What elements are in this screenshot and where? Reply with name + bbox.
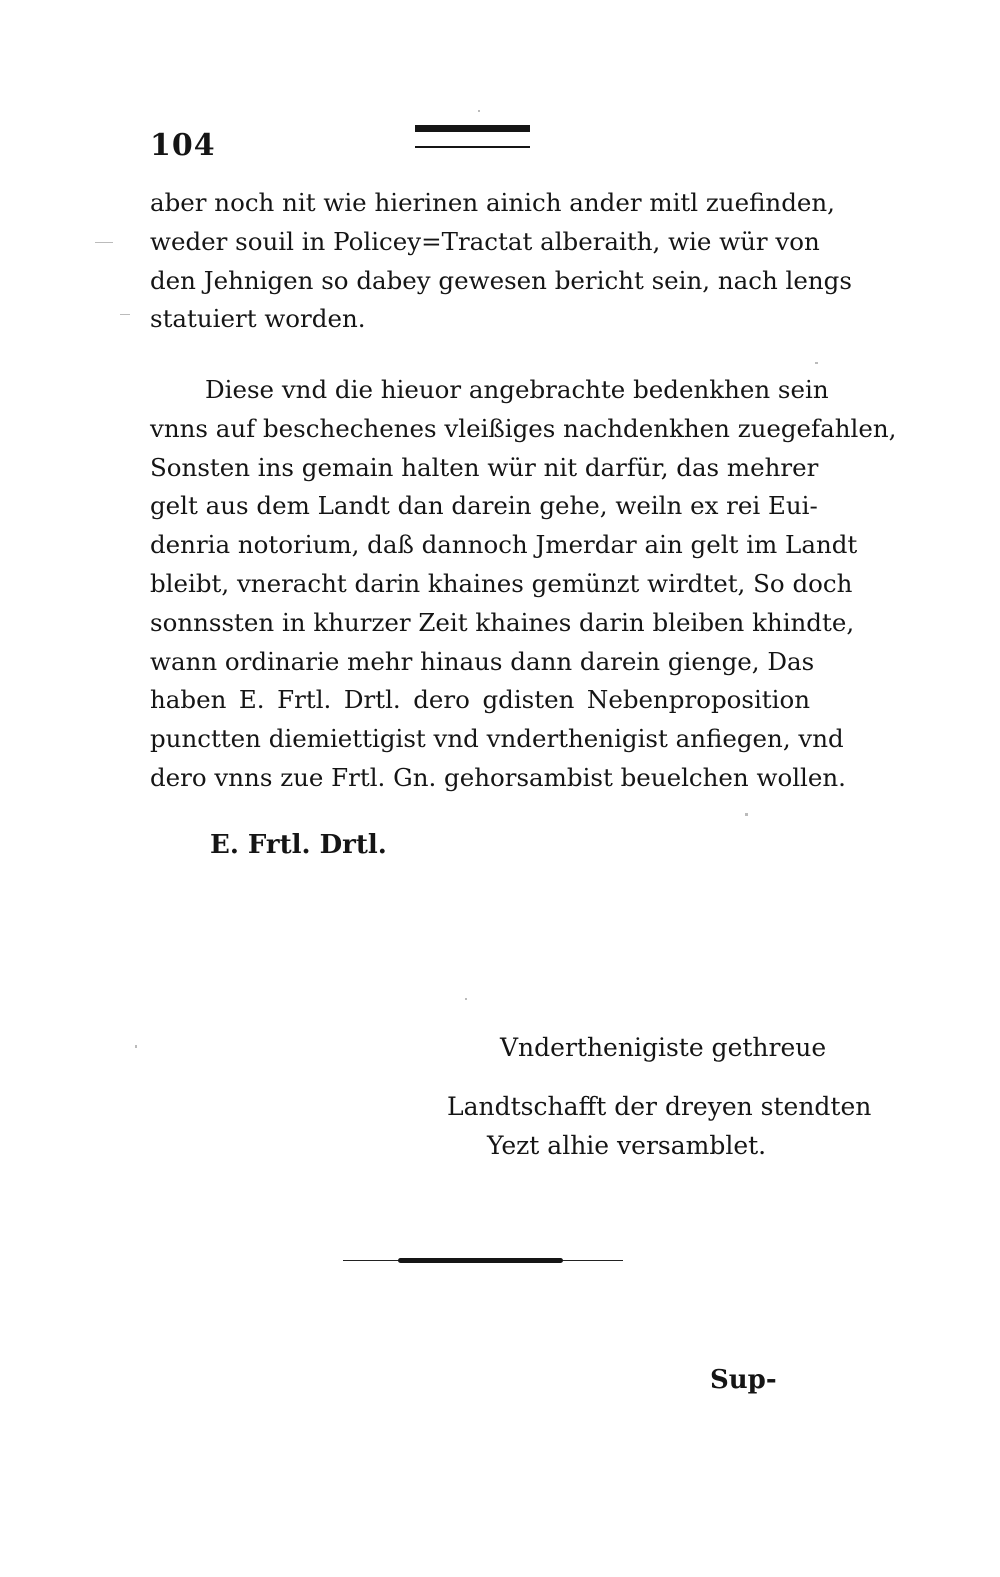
header-rule-thin [415, 146, 530, 148]
text-line: weder souil in Policey=Tractat alberaith, wie wür von [150, 226, 820, 256]
signature-line-3: Yezt alhie versamblet. [487, 1131, 767, 1160]
speck [465, 998, 467, 1000]
footer-rule-bar [398, 1258, 563, 1263]
text-line: Diese vnd die hieuor angebrachte bedenkhen sein [205, 375, 829, 404]
speck [478, 110, 480, 112]
speck [745, 813, 748, 816]
text-line: vnns auf beschechenes vleißiges nachdenkhen zuegefahlen, [150, 413, 897, 443]
footer-ornament-rule [343, 1258, 623, 1264]
text-line: gelt aus dem Landt dan darein gehe, weiln ex rei Eui- [150, 491, 818, 521]
text-line: Sonsten ins gemain halten wür nit darfür, das mehrer [150, 452, 819, 482]
salutation: E. Frtl. Drtl. [210, 830, 387, 860]
text-line: statuiert worden. [150, 304, 366, 334]
signature-line-1: Vnderthenigiste gethreue [500, 1033, 827, 1062]
text-line: bleibt, vneracht darin khaines gemünzt wirdtet, So doch [150, 568, 853, 598]
text-line: punctten diemiettigist vnd vnderthenigist anfiegen, vnd [150, 724, 844, 754]
speck [120, 314, 130, 315]
text-line: den Jehnigen so dabey gewesen bericht sein, nach lengs [150, 265, 852, 295]
speck [95, 242, 113, 243]
text-line: wann ordinarie mehr hinaus dann darein gienge, Das [150, 646, 815, 676]
text-line: aber noch nit wie hierinen ainich ander mitl zuefinden, [150, 188, 835, 217]
text-line: sonnssten in khurzer Zeit khaines darin bleiben khindte, [150, 607, 855, 637]
catchword: Sup- [710, 1365, 777, 1395]
speck [815, 362, 818, 364]
header-ornament-rule [415, 125, 530, 155]
text-line: haben E. Frtl. Drtl. dero gdisten Nebenproposition [150, 685, 810, 715]
header-rule-thick [415, 125, 530, 132]
speck [135, 1045, 137, 1048]
signature-line-2: Landtschafft der dreyen stendten [447, 1092, 872, 1121]
paragraph-1 [150, 184, 852, 339]
text-line: dero vnns zue Frtl. Gn. gehorsambist beuelchen wollen. [150, 762, 846, 792]
text-line: denria notorium, daß dannoch Jmerdar ain gelt im Landt [150, 530, 858, 560]
page-number: 104 [150, 128, 216, 163]
paragraph-2 [150, 371, 897, 798]
